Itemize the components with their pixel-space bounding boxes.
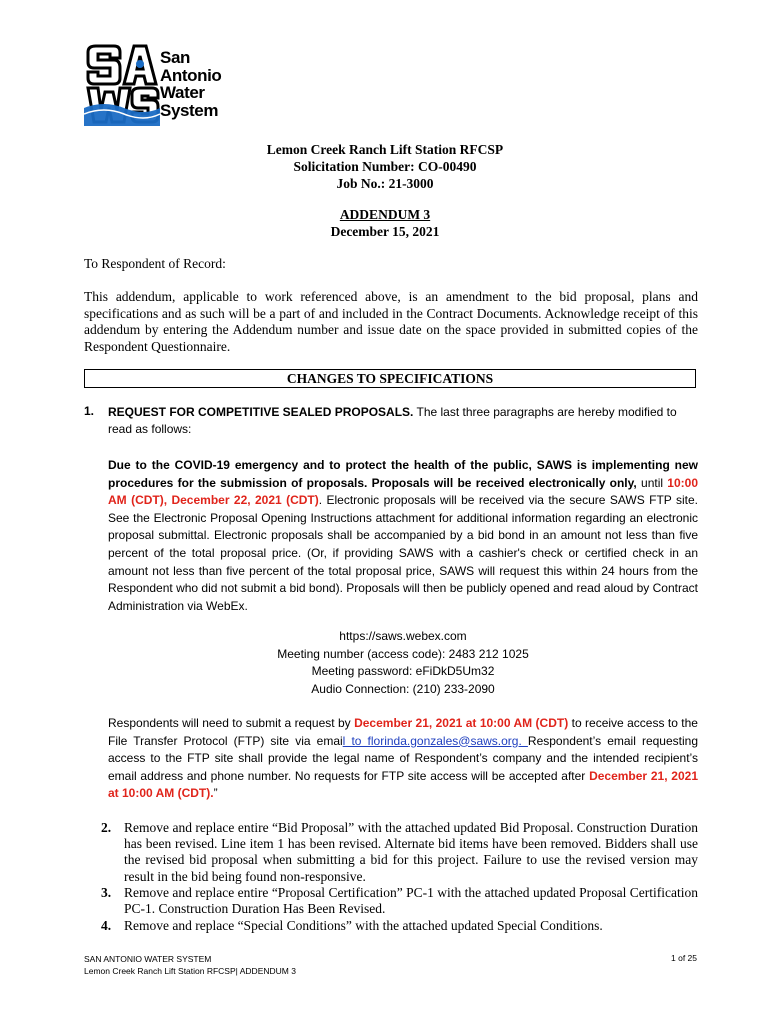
- proposal-submission-paragraph: [108, 457, 698, 615]
- item-number: 3.: [101, 885, 112, 900]
- quote-rest: . Electronic proposals will be received via the secure SAWS FTP site. See the Electronic Proposal Opening Instructions attachment for additional information regarding an electronic proposal submittal. Electronic proposals shall be accompanied by a bid bond in an amount not less than five percent of the total proposal price. (Or, if providing SAWS with a cashier's check or certified check in an amount not less than five percent of the total proposal price, SAWS will request this within 24 hours from the Respondent who did not submit a bid bond). Proposals will then be publicly opened and read aloud by Contract Administration via WebEx.: [108, 493, 698, 613]
- footer: [84, 953, 296, 977]
- item-1-text: [108, 404, 698, 438]
- project-title: Lemon Creek Ranch Lift Station RFCSP: [266, 142, 504, 157]
- job-number: Job No.: 21-3000: [336, 176, 434, 191]
- ftp-text: to receive access to the File Transfer Protocol (FTP) site via emai: [108, 716, 698, 748]
- item-number: 4.: [101, 918, 112, 933]
- ftp-text: Respondent’s email requesting access to the FTP site shall provide the legal name of Respondent’s company and the intended recipient’s email address and phone number. No requests for FTP site access will be accepted after: [108, 733, 699, 783]
- quote-until: until: [636, 475, 668, 490]
- footer-org: SAN ANTONIO WATER SYSTEM: [84, 954, 212, 964]
- item-2-text: Remove and replace entire “Bid Proposal” with the attached updated Bid Proposal. Construction Duration has been revised. Line item 1 has been revised. Alternate bid items have been removed. Bidders shall use the revised bid proposal when submitting a bid for this project. Failure to use the revised version may result in the bid being found non-responsive.: [124, 820, 698, 884]
- salutation: To Respondent of Record:: [84, 256, 226, 271]
- ftp-text: Respondents will need to submit a request by: [108, 716, 355, 730]
- logo-line: San: [160, 48, 190, 67]
- intro-paragraph: This addendum, applicable to work referenced above, is an amendment to the bid proposal, plans and specifications and as such will be a part of and included in the Contract Documents. Acknowledge receipt of this addendum by entering the Addendum number and issue date on the space provided in submitted copies of the Respondent Questionnaire.: [84, 289, 698, 354]
- solicitation-number: Solicitation Number: CO-00490: [293, 159, 477, 174]
- webex-meeting-number: Meeting number (access code): 2483 212 1025: [277, 646, 529, 661]
- item-4-text: Remove and replace “Special Conditions” with the attached updated Special Conditions.: [124, 918, 603, 933]
- item-1-heading: REQUEST FOR COMPETITIVE SEALED PROPOSALS.: [108, 405, 414, 419]
- covid-notice: Due to the COVID-19 emergency and to protect the health of the public, SAWS is implementing new procedures for the submission of proposals. Proposals will be received electronically only,: [108, 458, 698, 490]
- logo-wordmark: [160, 49, 221, 119]
- ftp-access-paragraph: [108, 715, 698, 803]
- logo-line: Antonio: [160, 65, 222, 85]
- item-number: 1.: [84, 404, 95, 418]
- webex-audio: Audio Connection: (210) 233-2090: [311, 681, 495, 696]
- section-title: CHANGES TO SPECIFICATIONS: [84, 369, 696, 388]
- webex-url[interactable]: https://saws.webex.com: [339, 629, 467, 643]
- addendum-date: December 15, 2021: [330, 224, 440, 239]
- ftp-request-deadline: December 21, 2021 at 10:00 AM (CDT): [354, 716, 569, 730]
- footer-doc: Lemon Creek Ranch Lift Station RFCSP| ADDENDUM 3: [84, 966, 296, 976]
- document-header: [0, 141, 770, 192]
- logo-line: Water: [160, 83, 205, 102]
- ftp-text: ”: [213, 786, 218, 801]
- ftp-cutoff-deadline: December 21, 2021 at 10:00 AM (CDT).: [108, 768, 698, 801]
- webex-password: Meeting password: eFiDkD5Um32: [311, 664, 495, 678]
- addendum-title: ADDENDUM 3: [339, 207, 431, 222]
- page-number: 1 of 25: [671, 953, 697, 963]
- addendum-block: [0, 206, 770, 240]
- item-number: 2.: [101, 820, 112, 835]
- email-link[interactable]: l to florinda.gonzales@saws.org.: [342, 733, 528, 748]
- logo-line: System: [160, 100, 219, 120]
- item-1-body: The last three paragraphs are hereby modified to read as follows:: [108, 405, 677, 436]
- item-3-text: Remove and replace entire “Proposal Certification” PC-1 with the attached updated Proposal Certification PC-1. Construction Duration Has Been Revised.: [124, 885, 698, 917]
- deadline-highlight: 10:00 AM (CDT), December 22, 2021 (CDT): [108, 475, 698, 508]
- webex-details: [108, 628, 698, 698]
